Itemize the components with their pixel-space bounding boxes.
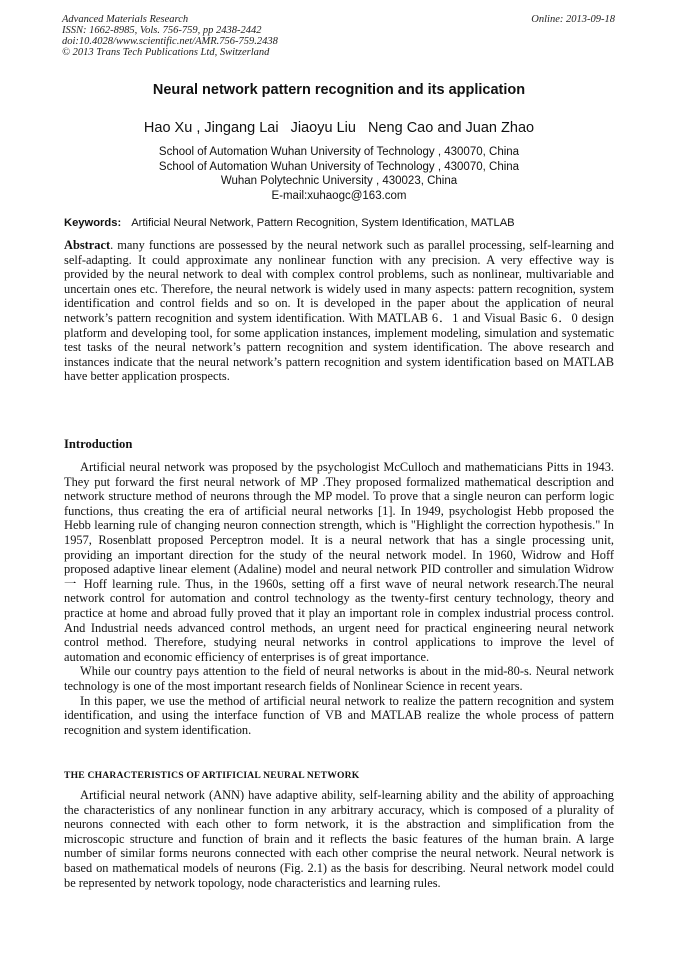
paragraph: In this paper, we use the method of artificial neural network to realize the pattern recognition and system identification, and using the interface function of VB and MATLAB realize the whole process of pattern recognition and system identification. xyxy=(64,693,614,737)
paragraph: Artificial neural network (ANN) have adaptive ability, self-learning ability and the ability of approaching the characteristics of any nonlinear function in any arbitrary accuracy, which is composed of a plurality of neurons connected with each other to form network, it is the abstraction and simplification from the microscopic structure and function of brain and it reflects the basic features of the human brain. A large number of similar forms neurons connected with each other comprise the neural network. Neural network is based on mathematical models of neurons (Fig. 2.1) as the basis for describing. Neural network model could be represented by network topology, node characteristics and learning rules. xyxy=(64,788,614,890)
keywords-text: Artificial Neural Network, Pattern Recognition, System Identification, MATLAB xyxy=(131,217,515,229)
author-list: Hao Xu , Jingang Lai Jiaoyu Liu Neng Cao and Juan Zhao xyxy=(143,120,535,136)
characteristics-body xyxy=(64,788,614,890)
affiliation-2: School of Automation Wuhan University of Technology , 430070, China xyxy=(158,160,520,173)
introduction-body xyxy=(64,460,614,737)
journal-header xyxy=(62,14,615,58)
affiliations xyxy=(0,145,678,203)
copyright-line: © 2013 Trans Tech Publications Ltd, Switzerland xyxy=(62,47,270,58)
doi-line: doi:10.4028/www.scientific.net/AMR.756-759.2438 xyxy=(62,36,278,47)
journal-name: Advanced Materials Research xyxy=(62,14,189,25)
section-heading-introduction: Introduction xyxy=(64,437,133,451)
issn-line: ISSN: 1662-8985, Vols. 756-759, pp 2438-2442 xyxy=(62,25,262,36)
affiliation-1: School of Automation Wuhan University of Technology , 430070, China xyxy=(158,146,520,158)
keywords-label: Keywords: xyxy=(64,217,122,229)
abstract-label: Abstract xyxy=(64,238,111,252)
online-date: Online: 2013-09-18 xyxy=(531,14,615,25)
keywords xyxy=(64,217,624,229)
paragraph: While our country pays attention to the field of neural networks is about in the mid-80-s. Neural network technology is one of the most important research fields of Nonlinear Science in recent years. xyxy=(64,664,614,693)
contact-email: E-mail:xuhaogc@163.com xyxy=(271,189,407,202)
abstract-text: . many functions are possessed by the neural network such as parallel processing, self-learning and self-adapting. It could approximate any nonlinear function with any precision. A very effective way is provided by the neural network to deal with complex control problems, such as nonlinear, multivariable and uncertain ones etc. Therefore, the neural network is widely used in many aspects: pattern recognition, system identification and control fields and so on. It is developed in the paper about the application of neural network’s pattern recognition and system identification. With MATLAB 6．1 and Visual Basic 6．0 design platform and developing tool, for some application instances, implement modeling, simulation and systematic test tasks of the neural network’s pattern recognition and system identification. The above research and instances indicate that the neural network’s pattern recognition and system identification based on MATLAB have better application prospects. xyxy=(64,238,614,384)
paragraph: Artificial neural network was proposed by the psychologist McCulloch and mathematicians Pitts in 1943. They put forward the first neural network of MP .They proposed formalized mathematical description and network structure method of neurons through the MP model. To prove that a single neuron can perform logic functions, thus creating the era of artificial neural networks [1]. In 1949, psychologist Hebb proposed the Hebb learning rule of changing neuron connection strength, which is "Highlight the correction hypothesis." In 1957, Rosenblatt proposed Perceptron model. It is a neural network that has a single processing unit, providing an important direction for the study of the neural network model. In 1960, Widrow and Hoff proposed adaptive linear element (Adaline) model and neural network PID controller and simulation Widrow 一 Hoff learning rule. Thus, in the 1960s, setting off a first wave of neural network research.The neural network control for automation and control technology as the twenty-first century technology, theory and practice at home and abroad fully proved that it play an important role in complex industrial process control. And Industrial needs advanced control methods, an urgent need for practical engineering neural network control method. Therefore, studying neural networks in control applications to improve the level of automation and economic efficiency of enterprises is of great importance. xyxy=(64,460,614,664)
section-heading-characteristics: THE CHARACTERISTICS OF ARTIFICIAL NEURAL NETWORK xyxy=(64,770,360,781)
affiliation-3: Wuhan Polytechnic University , 430023, China xyxy=(220,175,458,187)
abstract xyxy=(64,238,614,384)
paper-title: Neural network pattern recognition and its application xyxy=(152,82,526,98)
